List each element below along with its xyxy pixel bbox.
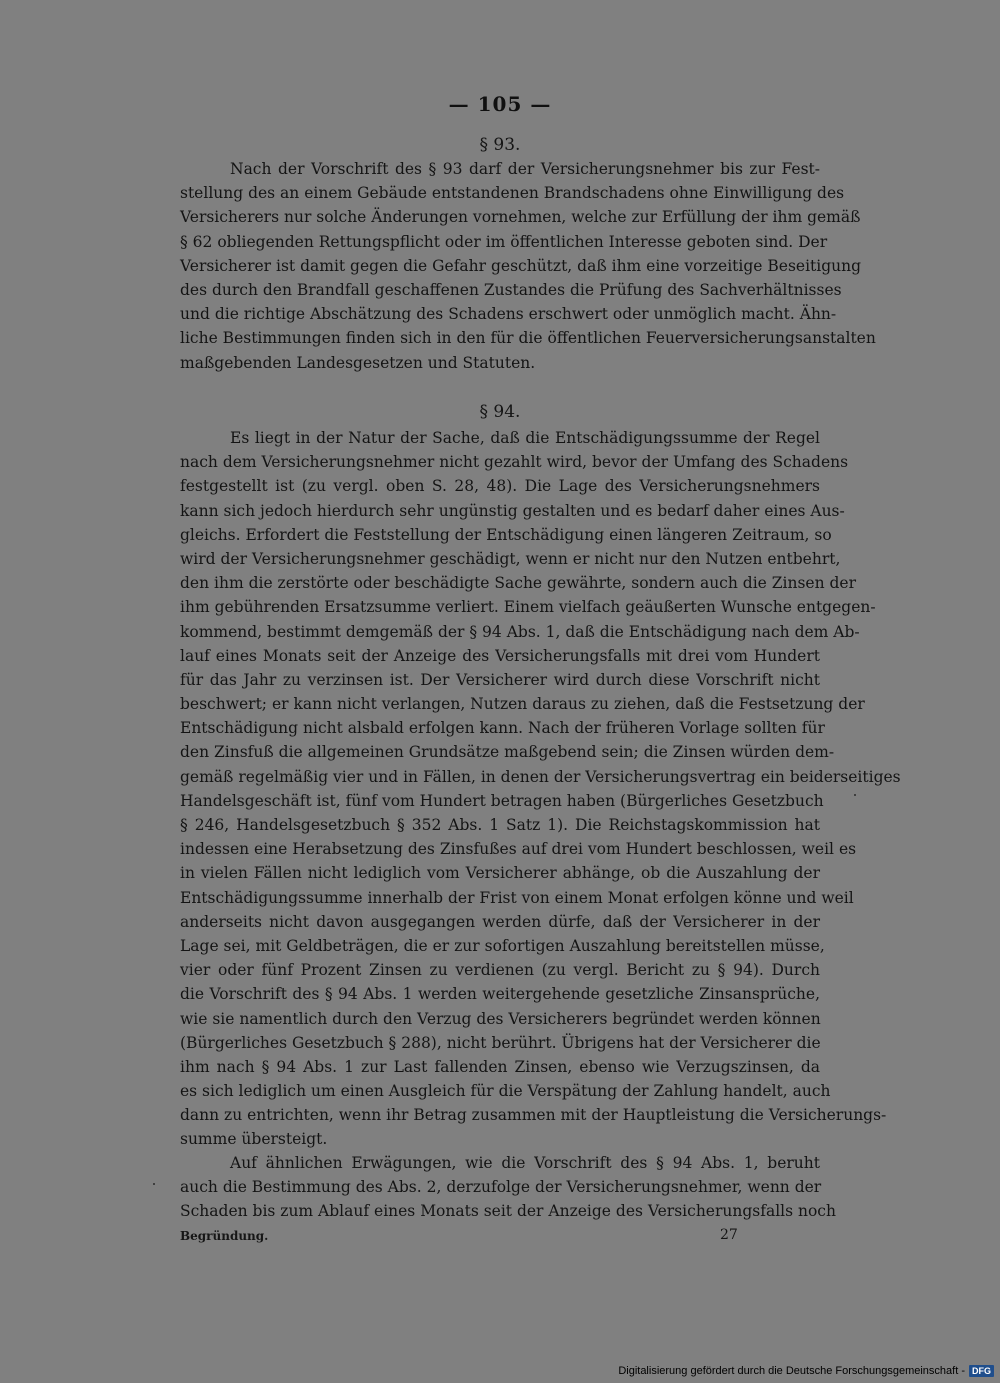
text-line: festgestellt ist (zu vergl. oben S. 28, 48). Die Lage des Versicherungsnehmers — [180, 477, 820, 496]
text-line: Nach der Vorschrift des § 93 darf der Versicherungsnehmer bis zur Fest- — [230, 160, 820, 178]
text-line: den Zinsfuß die allgemeinen Grundsätze maßgebend sein; die Zinsen würden dem- — [180, 743, 835, 762]
text-line: Lage sei, mit Geldbeträgen, die er zur sofortigen Auszahlung bereitstellen müsse, — [180, 936, 825, 955]
text-line: dann zu entrichten, wenn ihr Betrag zusammen mit der Hauptleistung die Versicherungs- — [180, 1106, 887, 1125]
footer-sheet-number: 27 — [720, 1227, 738, 1243]
text-line: wird der Versicherungsnehmer geschädigt, wenn er nicht nur den Nutzen entbehrt, — [180, 549, 841, 568]
text-line: maßgebenden Landesgesetzen und Statuten. — [180, 353, 536, 372]
text-line: Entschädigung nicht alsbald erfolgen kann. Nach der früheren Vorlage sollten für — [180, 719, 825, 738]
text-line: anderseits nicht davon ausgegangen werden dürfe, daß der Versicherer in der — [180, 912, 820, 931]
dfg-logo: DFG — [969, 1365, 994, 1377]
text-line: auch die Bestimmung des Abs. 2, derzufolge der Versicherungsnehmer, wenn der — [180, 1178, 822, 1197]
text-line: Es liegt in der Natur der Sache, daß die Entschädigungssumme der Regel — [230, 429, 820, 447]
text-line: ihm gebührenden Ersatzsumme verliert. Einem vielfach geäußerten Wunsche entgegen- — [180, 598, 876, 617]
text-line: Handelsgeschäft ist, fünf vom Hundert betragen haben (Bürgerliches Gesetzbuch — [180, 791, 824, 810]
text-line: es sich lediglich um einen Ausgleich für die Verspätung der Zahlung handelt, auch — [180, 1082, 831, 1101]
page-number-header: — 105 — — [448, 92, 552, 116]
text-line: gemäß regelmäßig vier und in Fällen, in denen der Versicherungsvertrag ein beiderseitiges — [180, 767, 901, 786]
text-line: des durch den Brandfall geschaffenen Zustandes die Prüfung des Sachverhältnisses — [180, 280, 842, 299]
text-line: Versicherer ist damit gegen die Gefahr geschützt, daß ihm eine vorzeitige Beseitigung — [180, 256, 862, 275]
text-line: in vielen Fällen nicht lediglich vom Versicherer abhänge, ob die Auszahlung der — [180, 864, 820, 883]
text-line: ihm nach § 94 Abs. 1 zur Last fallenden Zinsen, ebenso wie Verzugszinsen, da — [180, 1057, 820, 1076]
text-line: Versicherers nur solche Änderungen vornehmen, welche zur Erfüllung der ihm gemäß — [180, 208, 861, 227]
scan-speck — [153, 1183, 155, 1185]
footer-signature-mark: Begründung. — [180, 1229, 269, 1243]
text-line: den ihm die zerstörte oder beschädigte Sache gewährte, sondern auch die Zinsen der — [180, 574, 856, 593]
text-line: summe übersteigt. — [180, 1130, 328, 1149]
text-line: lauf eines Monats seit der Anzeige des Versicherungsfalls mit drei vom Hundert — [180, 646, 820, 665]
section-94-heading: § 94. — [479, 402, 521, 422]
text-line: für das Jahr zu verzinsen ist. Der Versicherer wird durch diese Vorschrift nicht — [180, 670, 820, 689]
digitization-credit — [618, 1365, 994, 1377]
text-line: Schaden bis zum Ablauf eines Monats seit der Anzeige des Versicherungsfalls noch — [180, 1202, 836, 1221]
text-line: gleichs. Erfordert die Feststellung der Entschädigung einen längeren Zeitraum, so — [180, 525, 832, 544]
credit-text: Digitalisierung gefördert durch die Deutsche Forschungsgemeinschaft - — [618, 1365, 965, 1377]
text-line: § 246, Handelsgesetzbuch § 352 Abs. 1 Satz 1). Die Reichstagskommission hat — [180, 816, 820, 834]
section-94-paragraph — [180, 426, 901, 1152]
text-line: stellung des an einem Gebäude entstandenen Brandschadens ohne Einwilligung des — [180, 184, 845, 203]
text-line: die Vorschrift des § 94 Abs. 1 werden weitergehende gesetzliche Zinsansprüche, — [180, 985, 820, 1004]
text-line: und die richtige Abschätzung des Schadens erschwert oder unmöglich macht. Ähn- — [180, 305, 837, 324]
text-line: Entschädigungssumme innerhalb der Frist von einem Monat erfolgen könne und weil — [180, 888, 854, 907]
text-line: vier oder fünf Prozent Zinsen zu verdienen (zu vergl. Bericht zu § 94). Durch — [180, 961, 820, 980]
text-line: indessen eine Herabsetzung des Zinsfußes auf drei vom Hundert beschlossen, weil es — [180, 840, 857, 859]
text-line: beschwert; er kann nicht verlangen, Nutzen daraus zu ziehen, daß die Festsetzung der — [180, 695, 865, 714]
text-line: liche Bestimmungen finden sich in den für die öffentlichen Feuerversicherungsanstalten — [180, 329, 876, 348]
text-line: (Bürgerliches Gesetzbuch § 288), nicht berührt. Übrigens hat der Versicherer die — [180, 1033, 821, 1052]
scan-speck — [854, 794, 856, 796]
section-93-paragraph — [180, 157, 876, 375]
text-line: Auf ähnlichen Erwägungen, wie die Vorschrift des § 94 Abs. 1, beruht — [230, 1154, 820, 1172]
text-line: § 62 obliegenden Rettungspflicht oder im öffentlichen Interesse geboten sind. Der — [180, 232, 828, 251]
section-93-heading: § 93. — [479, 135, 521, 155]
section-94-paragraph-2 — [180, 1151, 836, 1224]
text-line: wie sie namentlich durch den Verzug des Versicherers begründet werden können — [180, 1009, 821, 1028]
text-line: kommend, bestimmt demgemäß der § 94 Abs. 1, daß die Entschädigung nach dem Ab- — [180, 622, 860, 641]
text-line: kann sich jedoch hierdurch sehr ungünstig gestalten und es bedarf daher eines Aus- — [180, 501, 845, 520]
text-line: nach dem Versicherungsnehmer nicht gezahlt wird, bevor der Umfang des Schadens — [180, 453, 849, 472]
